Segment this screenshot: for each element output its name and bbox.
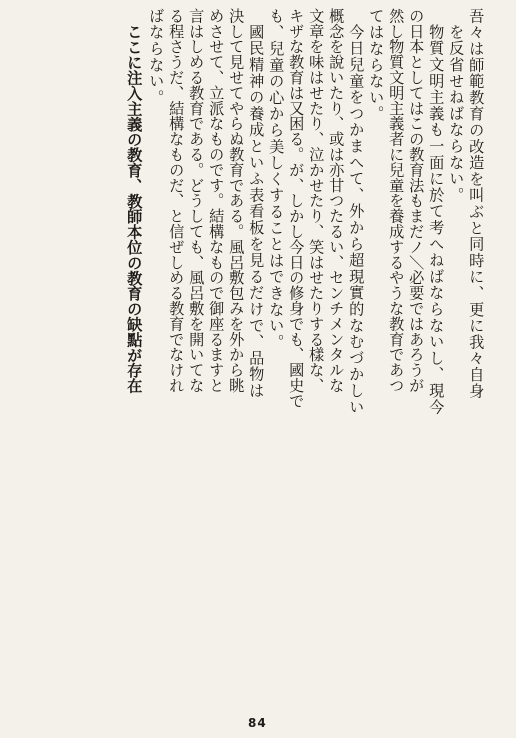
text-line: 然し物質文明主義者に兒童を養成するやうな教育であつ (387, 8, 406, 393)
text-line: の日本としてはこの教育法もまだノ＼必要ではあろうが (407, 8, 426, 393)
text-line: めさせて、立派なものです。結構なもので御座るますと (207, 8, 226, 393)
text-line: も、兒童の心から美しくすることはできない。 (267, 8, 286, 351)
text-line: 文章を味はせたり、泣かせたり、笑はせたりする樣な、 (307, 8, 326, 393)
text-line: 物質文明主義も一面に於て考へねばならないし、現今 (427, 24, 446, 416)
text-line: 決して見せてやらぬ教育である。風呂敷包みを外から眺 (227, 8, 246, 393)
text-line: ここに注入主義の教育、教師本位の教育の缺點が存在 (125, 24, 144, 394)
text-line: る程さうだ、結構なものだ、と信ぜしめる教育でなけれ (167, 8, 186, 393)
text-line: を反省せねばならない。 (447, 24, 466, 204)
text-line: 吾々は師範教育の改造を叫ぶと同時に、更に我々自身 (467, 8, 486, 400)
text-line: 今日兒童をつかまへて、外から超現實的なむづかしい (347, 24, 366, 416)
page-number: 84 (248, 716, 267, 730)
text-line: 言はしめる教育である。どうしても、風呂敷を開いてな (187, 8, 206, 393)
text-line: ばならない。 (147, 8, 166, 106)
text-line: 國民精神の養成といふ表看板を見るだけで、品物は (247, 24, 266, 399)
text-line: キザな教育は又困る。が、しかし今日の修身でも、國史で (287, 8, 306, 409)
text-line: てはならない。 (367, 8, 386, 123)
text-line: 概念を說いたり、或は亦甘つたるい、センチメンタルな (327, 8, 346, 393)
